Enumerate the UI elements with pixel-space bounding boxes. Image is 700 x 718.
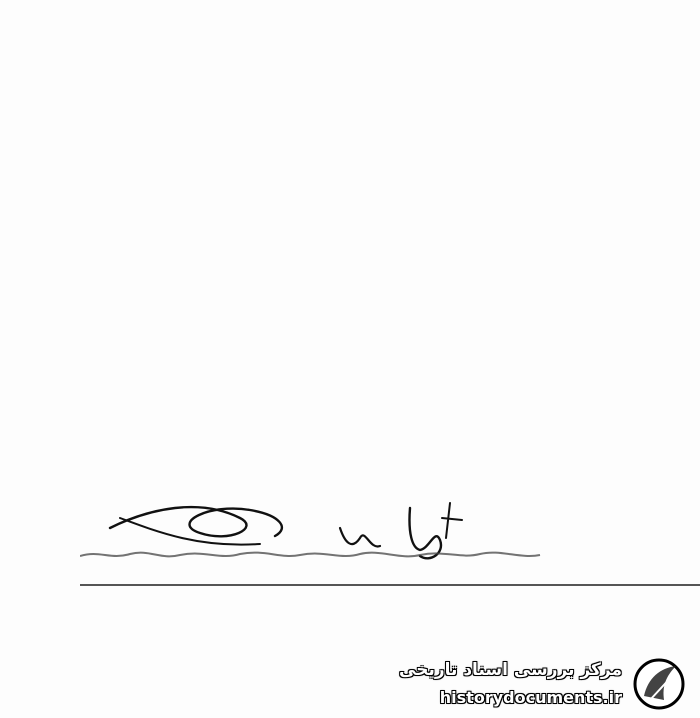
horizontal-divider xyxy=(80,584,700,586)
archive-watermark xyxy=(399,654,692,714)
illegible-signature-strip xyxy=(80,548,640,562)
archive-logo-icon xyxy=(630,656,688,712)
watermark-url: historydocuments.ir xyxy=(439,688,622,707)
watermark-org-name: مرکز بررسی اسناد تاریخی xyxy=(399,660,622,680)
handwritten-signatures xyxy=(90,488,510,578)
